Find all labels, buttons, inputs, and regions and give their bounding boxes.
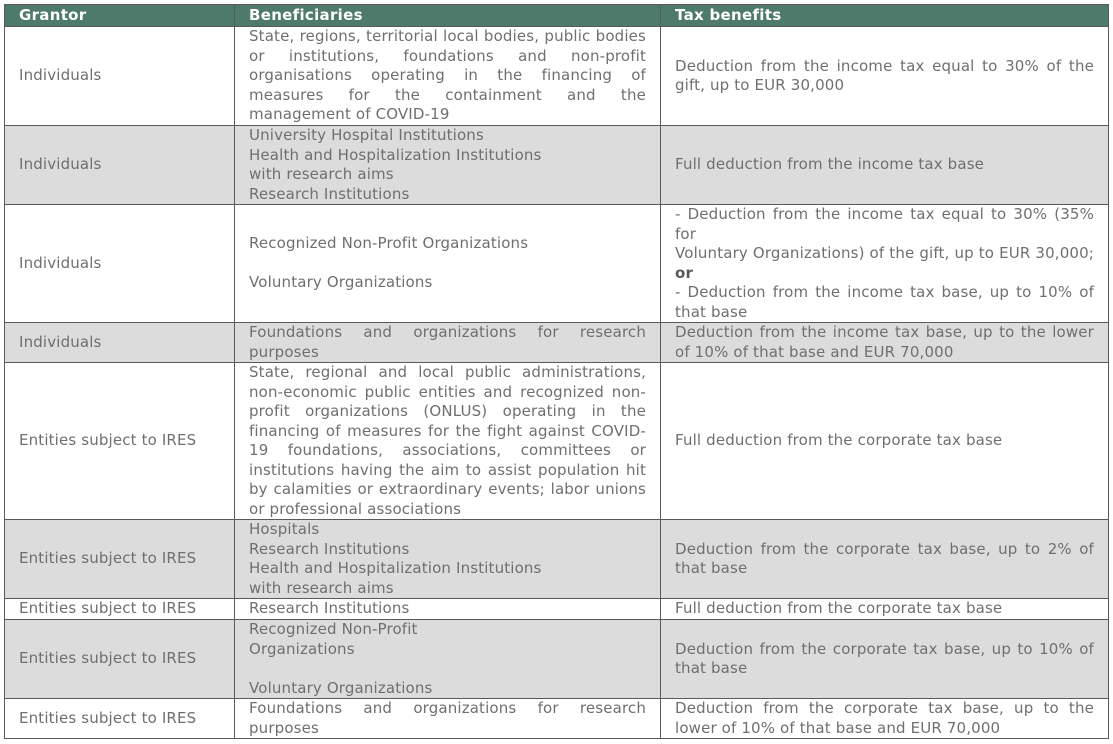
- table-row: [5, 323, 1109, 363]
- beneficiary-text: Research Institutions: [249, 599, 410, 618]
- beneficiary-text: Foundations and organizations for research purposes: [249, 699, 646, 737]
- beneficiaries-cell: [235, 520, 661, 599]
- beneficiaries-cell: [235, 599, 661, 620]
- table-row: [5, 27, 1109, 126]
- header-grantor: Grantor: [5, 5, 235, 27]
- benefit-text: Deduction from the corporate tax base, up to 2% of that base: [675, 539, 1094, 577]
- beneficiary-text: University Hospital Institutions: [249, 126, 484, 144]
- grantor-cell: Individuals: [5, 27, 235, 126]
- benefit-text: Full deduction from the corporate tax base: [675, 431, 1003, 450]
- tax-benefits-cell: [661, 205, 1109, 323]
- table-row: [5, 520, 1109, 599]
- beneficiary-spacer: [249, 659, 646, 679]
- tax-benefits-table-container: [4, 4, 1108, 739]
- benefit-text-part: Voluntary Organizations) of the gift, up to EUR 30,000;: [675, 244, 1094, 262]
- beneficiaries-cell: [235, 699, 661, 739]
- tax-benefits-cell: [661, 323, 1109, 363]
- beneficiary-text: with research aims: [249, 165, 394, 183]
- beneficiary-text: Organizations: [249, 639, 355, 658]
- tax-benefits-cell: [661, 599, 1109, 620]
- beneficiary-text: Voluntary Organizations: [249, 678, 433, 697]
- grantor-cell: Individuals: [5, 126, 235, 205]
- tax-benefits-table: [4, 4, 1109, 739]
- table-row: [5, 205, 1109, 323]
- benefit-text: Deduction from the income tax equal to 30% of the gift, up to EUR 30,000: [675, 56, 1094, 94]
- grantor-cell: Individuals: [5, 323, 235, 363]
- beneficiary-text: Foundations and organizations for research purposes: [249, 323, 646, 361]
- table-row: [5, 620, 1109, 699]
- tax-benefits-cell: [661, 699, 1109, 739]
- beneficiary-text: Health and Hospitalization Institutions: [249, 145, 542, 164]
- benefit-text: Full deduction from the corporate tax base: [675, 599, 1003, 618]
- benefit-text: Deduction from the corporate tax base, up to the lower of 10% of that base and EUR 70,000: [675, 699, 1094, 737]
- beneficiaries-cell: [235, 620, 661, 699]
- benefit-text: Deduction from the income tax base, up to the lower of 10% of that base and EUR 70,000: [675, 323, 1094, 361]
- beneficiaries-cell: [235, 363, 661, 520]
- tax-benefits-cell: [661, 520, 1109, 599]
- beneficiaries-cell: [235, 323, 661, 363]
- beneficiary-text: Voluntary Organizations: [249, 273, 433, 292]
- table-row: [5, 699, 1109, 739]
- benefit-text: - Deduction from the income tax equal to 30% (35% for: [675, 205, 1094, 243]
- beneficiary-text: Hospitals: [249, 520, 320, 538]
- header-tax-benefits: Tax benefits: [661, 5, 1109, 27]
- beneficiary-text: Research Institutions: [249, 184, 410, 203]
- grantor-cell: Entities subject to IRES: [5, 699, 235, 739]
- benefit-text: - Deduction from the income tax base, up to 10% of that base: [675, 283, 1094, 321]
- grantor-cell: Individuals: [5, 205, 235, 323]
- beneficiary-spacer: [249, 254, 646, 274]
- grantor-cell: Entities subject to IRES: [5, 620, 235, 699]
- benefit-text: Full deduction from the income tax base: [675, 155, 985, 174]
- beneficiaries-cell: [235, 205, 661, 323]
- table-header-row: [5, 5, 1109, 27]
- benefit-text: [675, 244, 1094, 283]
- beneficiary-text: Research Institutions: [249, 539, 410, 558]
- beneficiary-text: Recognized Non-Profit: [249, 620, 418, 638]
- beneficiaries-cell: [235, 27, 661, 126]
- table-row: [5, 126, 1109, 205]
- table-row: [5, 363, 1109, 520]
- tax-benefits-cell: [661, 126, 1109, 205]
- table-row: [5, 599, 1109, 620]
- tax-benefits-cell: [661, 27, 1109, 126]
- beneficiary-text: State, regions, territorial local bodies, public bodies or institutions, foundations and non-profit organisations operating in the financing of measures for the containment and the management of COVID-19: [249, 27, 646, 124]
- beneficiary-text: Health and Hospitalization Institutions: [249, 559, 542, 577]
- grantor-cell: Entities subject to IRES: [5, 599, 235, 620]
- beneficiaries-cell: [235, 126, 661, 205]
- grantor-cell: Entities subject to IRES: [5, 520, 235, 599]
- benefit-or-connector: or: [675, 263, 694, 282]
- header-beneficiaries: Beneficiaries: [235, 5, 661, 27]
- tax-benefits-cell: [661, 363, 1109, 520]
- grantor-cell: Entities subject to IRES: [5, 363, 235, 520]
- benefit-text: Deduction from the corporate tax base, up to 10% of that base: [675, 639, 1094, 677]
- beneficiary-text: State, regional and local public administrations, non-economic public entities and recognized non-profit organizations (ONLUS) operating in the financing of measures for the fight against COVID-19 foundations, associations, committees or institutions having the aim to assist population hit by calamities or extraordinary events; labor unions or professional associations: [249, 363, 646, 518]
- beneficiary-text: with research aims: [249, 578, 394, 597]
- beneficiary-text: Recognized Non-Profit Organizations: [249, 234, 529, 253]
- tax-benefits-cell: [661, 620, 1109, 699]
